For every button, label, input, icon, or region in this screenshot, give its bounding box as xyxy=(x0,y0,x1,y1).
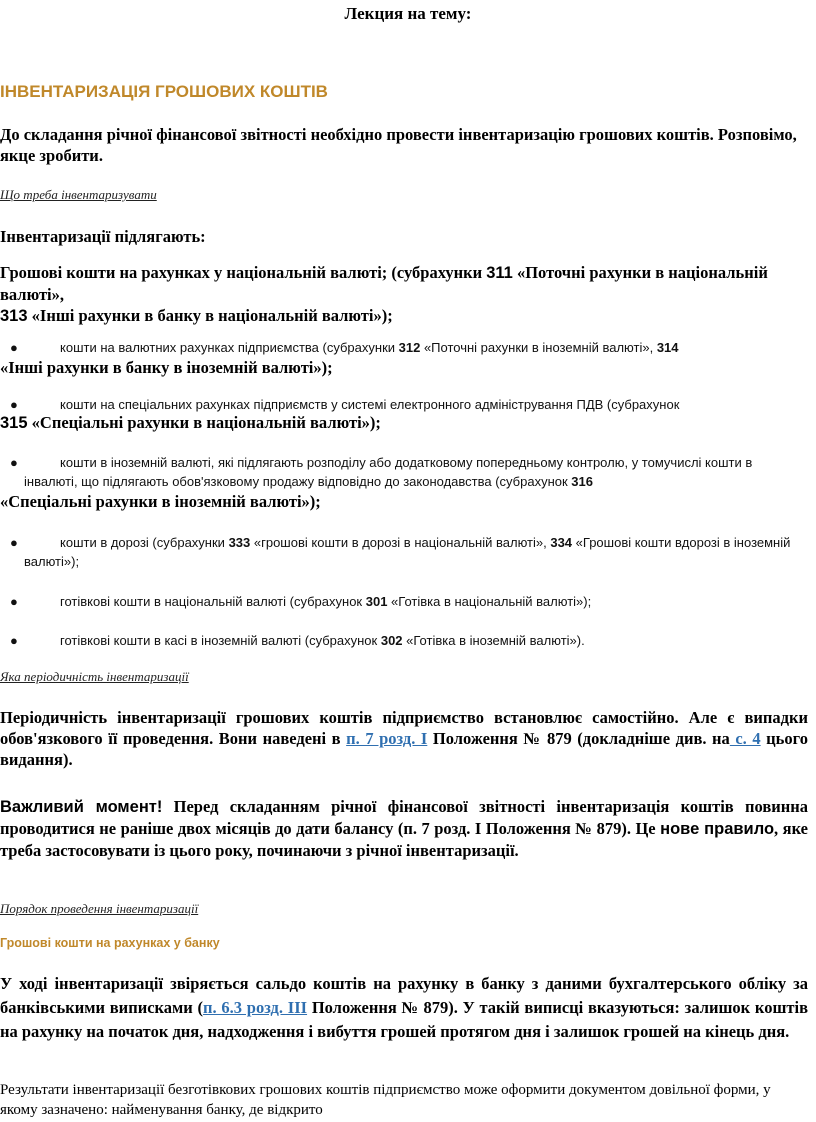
list-item: ● готівкові кошти в національній валюті (субрахунок 301 «Готівка в національній валюті»); xyxy=(10,594,592,609)
bullet-icon: ● xyxy=(10,340,18,355)
link-p7-section1[interactable]: п. 7 розд. I xyxy=(346,729,428,748)
periodicity-paragraph: Періодичність інвентаризації грошових коштів підприємство встановлює самостійно. Але є випадки обов'язкового її проведення. Вони наведені в п. 7 розд. I Положення № 879 (докладніше див. на с. 4 цього видання). xyxy=(0,708,808,769)
link-page-4[interactable]: с. 4 xyxy=(729,729,761,748)
important-label: Важливий момент! xyxy=(0,798,163,816)
list-item: ● готівкові кошти в касі в іноземній валюті (субрахунок 302 «Готівка в іноземній валюті»). xyxy=(10,633,585,648)
link-what-to-inventory[interactable]: Що треба інвентаризувати xyxy=(0,187,157,202)
subject-heading: Інвентаризації підлягають: xyxy=(0,227,206,246)
results-paragraph: Результати інвентаризації безготівкових грошових коштів підприємство може оформити документом довільної форми, у якому зазначено: найменування банку, де відкрито xyxy=(0,1082,771,1118)
bullet-1-continuation: «Інші рахунки в банку в іноземній валюті»); xyxy=(0,358,333,377)
bullet-icon: ● xyxy=(10,594,18,609)
item-national-currency: Грошові кошти на рахунках у національній валюті; (субрахунки 311 «Поточні рахунки в національній валюті», 313 «Інші рахунки в банку в національній валюті»); xyxy=(0,263,768,325)
list-item: ● кошти на валютних рахунках підприємства (субрахунки 312 «Поточні рахунки в іноземній валюті», 314 xyxy=(10,340,679,355)
link-procedure[interactable]: Порядок проведення інвентаризації xyxy=(0,901,199,916)
list-item: ● кошти на спеціальних рахунках підприємств у системі електронного адміністрування ПДВ (субрахунок xyxy=(10,397,680,412)
link-p63-section3[interactable]: п. 6.3 розд. III xyxy=(203,998,308,1017)
bullet-icon: ● xyxy=(10,535,18,550)
bank-paragraph: У ході інвентаризації звіряється сальдо коштів на рахунку в банку з даними бухгалтерського обліку за банківськими виписками (п. 6.3 розд. III Положення № 879). У такій виписці вказуються: залишок коштів на рахунку на початок дня, надходження і вибуття грошей протягом дня і залишок грошей на кінець дня. xyxy=(0,974,808,1041)
bullet-3-continuation: «Спеціальні рахунки в іноземній валюті»); xyxy=(0,492,321,511)
lecture-title: Лекция на тему: xyxy=(344,4,472,23)
bullet-icon: ● xyxy=(10,397,18,412)
bullet-2-continuation: 315 «Спеціальні рахунки в національній валюті»); xyxy=(0,413,381,432)
bullet-3-text: кошти в іноземній валюті, які підлягають розподілу або додатковому попередньому контролю, у томучислі кошти в інвалюті, що підлягають обов'язковому продажу відповідно до законодавства (субрахунок 316 xyxy=(24,455,753,489)
intro-paragraph: До складання річної фінансової звітності необхідно провести інвентаризацію грошових коштів. Розповімо, якце зробити. xyxy=(0,125,797,165)
bullet-icon: ● xyxy=(10,633,18,648)
bank-heading: Грошові кошти на рахунках у банку xyxy=(0,936,220,950)
bullet-4-text: кошти в дорозі (субрахунки 333 «грошові кошти в дорозі в національній валюті», 334 «Грошові кошти вдорозі в іноземній валюті»); xyxy=(24,535,791,569)
new-rule: нове правило xyxy=(660,820,775,838)
bullet-icon: ● xyxy=(10,455,18,470)
important-paragraph: Важливий момент! Перед складанням річної фінансової звітності інвентаризація коштів повинна проводитися не раніше двох місяців до дати балансу (п. 7 розд. I Положення № 879). Це нове правило, яке треба застосовувати із цього року, починаючи з річної інвентаризації. xyxy=(0,797,809,860)
link-periodicity[interactable]: Яка періодичність інвентаризації xyxy=(0,669,189,684)
main-heading: ІНВЕНТАРИЗАЦІЯ ГРОШОВИХ КОШТІВ xyxy=(0,82,328,101)
